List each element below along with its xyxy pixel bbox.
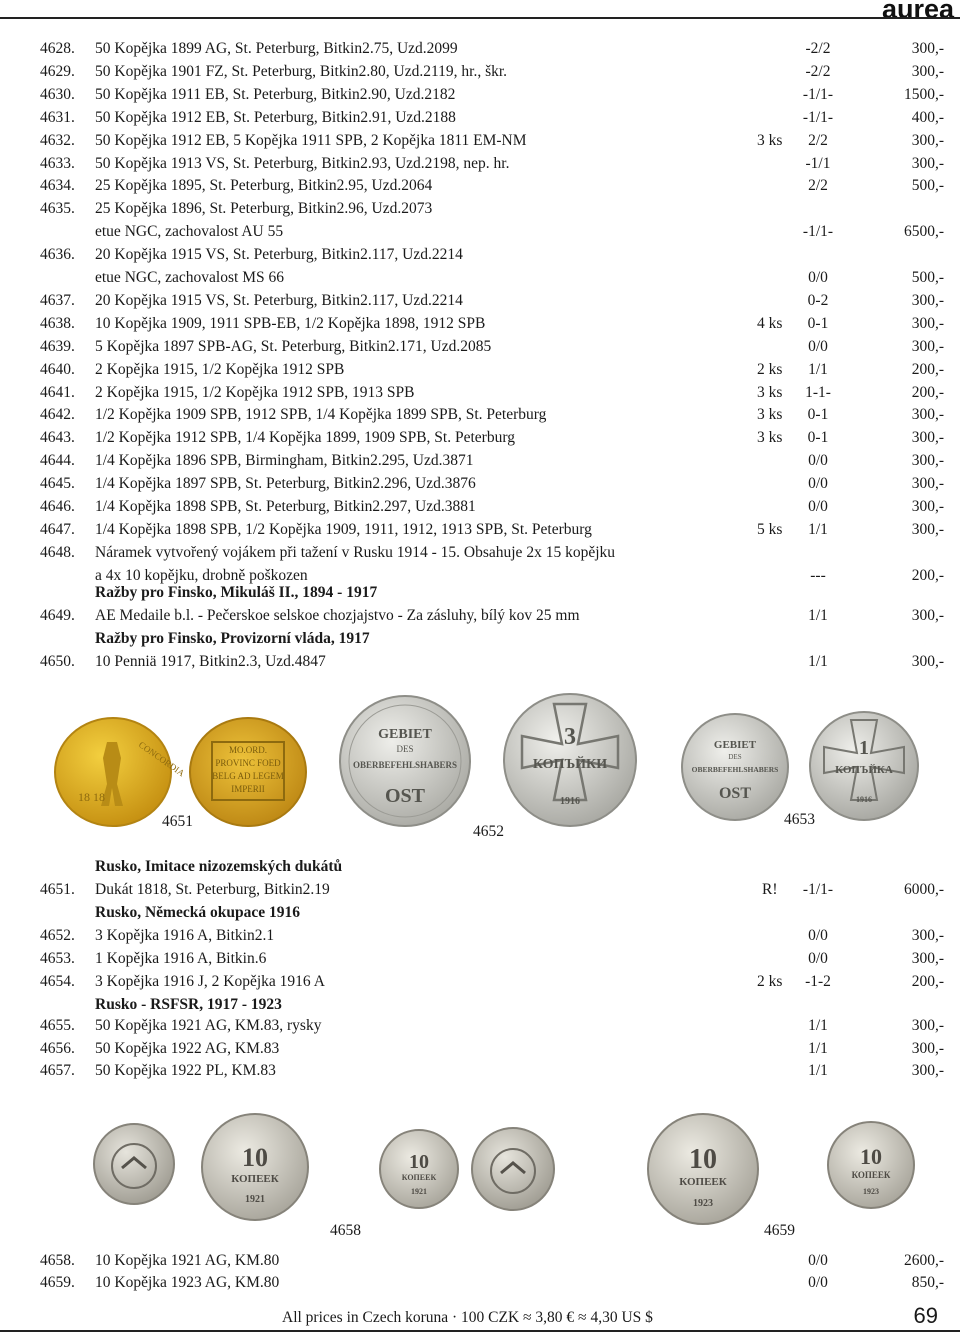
coin-photo-4658b-reverse — [378, 1128, 460, 1210]
lot-price: 300,- — [911, 154, 944, 172]
lot-row — [0, 382, 960, 404]
lot-grade: 0-1 — [807, 406, 829, 424]
coin-legend-kopeika: КОПЪЙКА — [835, 764, 893, 776]
lot-number: 4658. — [40, 1252, 75, 1269]
lot-description: 20 Kopějka 1915 VS, St. Peterburg, Bitkin2.117, Uzd.2214 — [95, 291, 463, 309]
lot-description: 2 Kopějka 1915, 1/2 Kopějka 1912 SPB — [95, 360, 345, 378]
lot-grade: 1/1 — [808, 520, 828, 538]
coin-photo-4653-reverse — [808, 710, 920, 822]
lot-price: 300,- — [911, 520, 944, 538]
coin-denomination: 3 — [564, 724, 576, 750]
coin-year: 1923 — [863, 1187, 879, 1196]
lot-number: 4653. — [40, 950, 75, 967]
lot-grade: 1/1 — [808, 1039, 828, 1057]
lot-description: 1/2 Kopějka 1912 SPB, 1/4 Kopějka 1899, 1909 SPB, St. Peterburg — [95, 429, 515, 447]
lot-quantity: 3 ks — [757, 429, 783, 447]
lot-grade: -2/2 — [805, 40, 831, 57]
coin-denomination: 10 — [409, 1151, 429, 1173]
coin-legend-kopeek: КОПЕЕК — [401, 1173, 437, 1182]
lot-description: etue NGC, zachovalost MS 66 — [95, 269, 284, 286]
lot-price: 300,- — [911, 607, 944, 624]
section-heading-okupace: Rusko, Německá okupace 1916 — [95, 904, 300, 921]
lot-description: 1/4 Kopějka 1896 SPB, Birmingham, Bitkin2.295, Uzd.3871 — [95, 452, 474, 470]
section-heading-rsfsr: Rusko - RSFSR, 1917 - 1923 — [95, 996, 282, 1013]
lot-grade: 1/1 — [808, 1062, 828, 1079]
coin-photo-4659b-reverse — [826, 1120, 916, 1210]
lot-grade: -1/1- — [802, 223, 834, 241]
lot-price: 200,- — [911, 360, 944, 378]
lot-description: 50 Kopějka 1899 AG, St. Peterburg, Bitkin2.75, Uzd.2099 — [95, 40, 458, 57]
photo-label-4652: 4652 — [473, 823, 504, 840]
lot-number: 4659. — [40, 1274, 75, 1291]
lot-row — [0, 450, 960, 472]
lot-number: 4632. — [40, 131, 75, 149]
lot-row — [0, 107, 960, 129]
lot-row — [0, 84, 960, 106]
lot-price: 850,- — [911, 1274, 944, 1291]
header-rule — [0, 17, 960, 19]
lot-grade: 0/0 — [808, 452, 828, 470]
lot-price: 300,- — [911, 429, 944, 447]
coin-photo-4652-obverse — [338, 694, 472, 828]
lot-price: 1500,- — [903, 85, 944, 103]
lot-number: 4637. — [40, 291, 75, 309]
lot-number: 4638. — [40, 314, 75, 332]
lot-description: 3 Kopějka 1916 A, Bitkin2.1 — [95, 927, 275, 944]
lot-grade: 0/0 — [808, 927, 828, 944]
lot-row — [0, 404, 960, 426]
coin-denomination: 10 — [242, 1143, 268, 1172]
coin-legend-kopeiki: КОПЪЙКИ — [532, 757, 608, 772]
lot-description: etue NGC, zachovalost AU 55 — [95, 223, 284, 241]
lot-number: 4657. — [40, 1062, 75, 1079]
lot-grade: 0/0 — [808, 1274, 828, 1291]
coin-legend-gebiet: GEBIET — [378, 727, 432, 742]
coin-legend-oberbefehls: OBERBEFEHLSHABERS — [691, 765, 779, 774]
coin-legend-kopeek: КОПЕЕК — [231, 1173, 279, 1185]
lot-number: 4641. — [40, 383, 75, 401]
lot-row — [0, 427, 960, 449]
coin-photo-4659-obverse — [470, 1126, 556, 1212]
coin-legend-des: DES — [396, 744, 414, 754]
lot-description: 50 Kopějka 1921 AG, KM.83, rysky — [95, 1017, 322, 1034]
lot-row — [0, 1015, 960, 1037]
lot-description: 3 Kopějka 1916 J, 2 Kopějka 1916 A — [95, 973, 325, 990]
lot-description: 10 Kopějka 1909, 1911 SPB-EB, 1/2 Kopějka 1898, 1912 SPB — [95, 314, 486, 332]
lot-number: 4630. — [40, 85, 75, 103]
lot-number: 4633. — [40, 154, 75, 172]
lot-description: 1 Kopějka 1916 A, Bitkin.6 — [95, 950, 267, 967]
lot-description: 25 Kopějka 1896, St. Peterburg, Bitkin2.96, Uzd.2073 — [95, 200, 433, 218]
lot-row — [0, 244, 960, 266]
lot-description: 10 Penniä 1917, Bitkin2.3, Uzd.4847 — [95, 653, 326, 670]
lot-row — [0, 473, 960, 495]
coin-year: 1921 — [411, 1187, 427, 1196]
lot-row — [0, 519, 960, 541]
photo-label-4651: 4651 — [162, 813, 193, 830]
lot-price: 300,- — [911, 131, 944, 149]
lot-grade: 0/0 — [808, 475, 828, 493]
lot-price: 6500,- — [903, 223, 944, 241]
coin-denomination: 1 — [859, 737, 869, 759]
lot-row — [0, 153, 960, 175]
lot-grade: 0/0 — [808, 950, 828, 967]
lot-row — [0, 61, 960, 83]
lot-row — [0, 130, 960, 152]
lot-row-4651 — [0, 879, 960, 901]
lot-price: 300,- — [911, 927, 944, 944]
lot-description: 50 Kopějka 1922 PL, KM.83 — [95, 1062, 276, 1079]
lot-grade: 2/2 — [808, 131, 828, 149]
lot-row — [0, 1250, 960, 1272]
lot-row — [0, 313, 960, 335]
lot-price: 200,- — [911, 383, 944, 401]
lot-description: 50 Kopějka 1922 AG, KM.83 — [95, 1039, 280, 1057]
lot-description: 10 Kopějka 1923 AG, KM.80 — [95, 1274, 280, 1291]
lot-description: AE Medaile b.l. - Pečerskoe selskoe chozjajstvo - Za zásluhy, bílý kov 25 mm — [95, 607, 580, 624]
lot-row-4650 — [0, 651, 960, 673]
lot-price: 300,- — [911, 950, 944, 967]
lot-price: 500,- — [911, 269, 944, 286]
lot-description: Náramek vytvořený vojákem při tažení v Rusku 1914 - 15. Obsahuje 2x 15 kopějku — [95, 543, 615, 561]
lot-number: 4645. — [40, 475, 75, 493]
lot-row — [0, 948, 960, 970]
lot-description: 20 Kopějka 1915 VS, St. Peterburg, Bitkin2.117, Uzd.2214 — [95, 246, 463, 264]
lot-grade: 0-2 — [807, 291, 829, 309]
lot-number: 4628. — [40, 40, 75, 57]
lot-description: 50 Kopějka 1912 EB, 5 Kopějka 1911 SPB, 2 Kopějka 1811 EM-NM — [95, 131, 527, 149]
coin-denomination: 10 — [860, 1144, 882, 1169]
lot-row — [0, 925, 960, 947]
lot-description: 25 Kopějka 1895, St. Peterburg, Bitkin2.95, Uzd.2064 — [95, 177, 433, 195]
lot-grade: --- — [810, 566, 826, 584]
lot-row — [0, 38, 960, 60]
lot-description: Dukát 1818, St. Peterburg, Bitkin2.19 — [95, 881, 330, 898]
lot-row — [0, 221, 960, 243]
lot-description: 1/4 Kopějka 1898 SPB, 1/2 Kopějka 1909, 1911, 1912, 1913 SPB, St. Peterburg — [95, 520, 592, 538]
lot-grade: 1/1 — [808, 653, 828, 670]
lot-price: 300,- — [911, 452, 944, 470]
lot-quantity: 3 ks — [757, 383, 783, 401]
lot-grade: -2/2 — [805, 62, 831, 80]
lot-grade: 0-1 — [807, 314, 829, 332]
coin-photo-4658-reverse — [200, 1112, 310, 1222]
lot-price: 6000,- — [903, 881, 944, 898]
lot-number: 4646. — [40, 498, 75, 515]
lot-price: 300,- — [911, 314, 944, 332]
lot-description: a 4x 10 kopějku, drobně poškozen — [95, 566, 308, 584]
lot-description: 50 Kopějka 1911 EB, St. Peterburg, Bitkin2.90, Uzd.2182 — [95, 85, 456, 103]
lot-grade: 0/0 — [808, 269, 828, 286]
lot-grade: 0/0 — [808, 337, 828, 355]
lot-number: 4654. — [40, 973, 75, 990]
coin-year: 1923 — [693, 1198, 713, 1209]
lot-number: 4651. — [40, 881, 75, 898]
coin-legend-gebiet: GEBIET — [713, 739, 757, 751]
lot-price: 200,- — [911, 566, 944, 584]
lot-number: 4643. — [40, 429, 75, 447]
price-footer-note: All prices in Czech koruna · 100 CZK ≈ 3,80 € ≈ 4,30 US $ — [282, 1309, 653, 1326]
lot-quantity: 2 ks — [757, 360, 783, 378]
coin-legend-ost: OST — [384, 785, 426, 807]
brand-logo: aurea — [881, 0, 954, 24]
photo-label-4653: 4653 — [784, 811, 815, 828]
coin-year: 1916 — [856, 795, 872, 804]
lot-number: 4634. — [40, 177, 75, 195]
lot-number: 4652. — [40, 927, 75, 944]
coin-legend: CONCORDIA — [136, 739, 187, 779]
lot-grade: 1/1 — [808, 607, 828, 624]
lot-row — [0, 267, 960, 289]
lot-quantity: 5 ks — [757, 520, 783, 538]
lot-number: 4642. — [40, 406, 75, 424]
coin-photo-dukat-reverse — [188, 716, 308, 828]
lot-grade: 0/0 — [808, 498, 828, 515]
lot-grade: -1-2 — [805, 973, 831, 990]
lot-row — [0, 542, 960, 564]
lot-price: 400,- — [911, 108, 944, 126]
lot-row — [0, 1060, 960, 1082]
lot-number: 4650. — [40, 653, 75, 670]
lot-row-4649 — [0, 605, 960, 627]
lot-row — [0, 1038, 960, 1060]
lot-row — [0, 1272, 960, 1294]
lot-grade: -1/1- — [802, 108, 834, 126]
lot-quantity: R! — [762, 881, 778, 898]
coin-year: 1921 — [245, 1194, 265, 1205]
lot-number: 4649. — [40, 607, 75, 624]
lot-description: 50 Kopějka 1901 FZ, St. Peterburg, Bitkin2.80, Uzd.2119, hr., škr. — [95, 62, 508, 80]
lot-description: 50 Kopějka 1912 EB, St. Peterburg, Bitkin2.91, Uzd.2188 — [95, 108, 456, 126]
lot-price: 200,- — [911, 973, 944, 990]
coin-legend-kopeek: КОПЕЕК — [679, 1176, 727, 1188]
lot-number: 4644. — [40, 452, 75, 470]
lot-grade: 1-1- — [805, 383, 831, 401]
lot-grade: -1/1- — [802, 881, 834, 898]
section-heading-imitace: Rusko, Imitace nizozemských dukátů — [95, 858, 343, 875]
photo-label-4659: 4659 — [764, 1222, 795, 1239]
lot-number: 4639. — [40, 337, 75, 355]
lot-description: 1/4 Kopějka 1898 SPB, St. Peterburg, Bitkin2.297, Uzd.3881 — [95, 498, 476, 515]
lot-number: 4635. — [40, 200, 75, 218]
lot-grade: 1/1 — [808, 360, 828, 378]
lot-number: 4636. — [40, 246, 75, 264]
lot-grade: 1/1 — [808, 1017, 828, 1034]
lot-price: 300,- — [911, 498, 944, 515]
coin-denomination: 10 — [689, 1144, 717, 1175]
lot-price: 500,- — [911, 177, 944, 195]
lot-description: 10 Kopějka 1921 AG, KM.80 — [95, 1252, 280, 1269]
lot-grade: -1/1 — [805, 154, 831, 172]
lot-row — [0, 290, 960, 312]
lot-price: 300,- — [911, 475, 944, 493]
lot-price: 300,- — [911, 653, 944, 670]
lot-price: 300,- — [911, 291, 944, 309]
lot-row — [0, 359, 960, 381]
lot-row — [0, 496, 960, 518]
lot-quantity: 3 ks — [757, 406, 783, 424]
coin-year: 18 18 — [78, 790, 105, 804]
section-heading-finsko-provisional: Ražby pro Finsko, Provizorní vláda, 1917 — [95, 630, 370, 647]
coin-year: 1916 — [560, 796, 580, 807]
lot-number: 4647. — [40, 520, 75, 538]
lot-price: 300,- — [911, 1017, 944, 1034]
photo-label-4658: 4658 — [330, 1222, 361, 1239]
lot-price: 300,- — [911, 1039, 944, 1057]
lot-row — [0, 971, 960, 993]
lot-number: 4656. — [40, 1039, 75, 1057]
lot-price: 300,- — [911, 406, 944, 424]
lot-price: 300,- — [911, 1062, 944, 1079]
lot-description: 2 Kopějka 1915, 1/2 Kopějka 1912 SPB, 1913 SPB — [95, 383, 415, 401]
coin-photo-4659-reverse — [646, 1112, 760, 1226]
lot-price: 300,- — [911, 337, 944, 355]
lot-grade: 0/0 — [808, 1252, 828, 1269]
lot-number: 4655. — [40, 1017, 75, 1034]
coin-inscription: MO.ORD. PROVINC FOED BELG AD LEGEM IMPERII — [212, 745, 284, 794]
coin-photo-4653-obverse — [680, 712, 790, 822]
section-heading-finsko-nicholas: Ražby pro Finsko, Mikuláš II., 1894 - 1917 — [95, 584, 378, 601]
lot-grade: 0-1 — [807, 429, 829, 447]
lot-number: 4629. — [40, 62, 75, 80]
lot-row — [0, 336, 960, 358]
coin-legend-oberbefehls: OBERBEFEHLSHABERS — [352, 760, 458, 770]
lot-price: 300,- — [911, 40, 944, 57]
coin-legend-ost: OST — [718, 785, 752, 802]
lot-number: 4640. — [40, 360, 75, 378]
lot-quantity: 4 ks — [757, 314, 783, 332]
coin-photo-4658-obverse — [92, 1122, 176, 1206]
lot-grade: 2/2 — [808, 177, 828, 195]
lot-number: 4631. — [40, 108, 75, 126]
lot-price: 300,- — [911, 62, 944, 80]
lot-quantity: 2 ks — [757, 973, 783, 990]
lot-quantity: 3 ks — [757, 131, 783, 149]
coin-legend-des: DES — [728, 753, 742, 761]
lot-price: 2600,- — [903, 1252, 944, 1269]
coin-photo-4652-reverse — [502, 692, 638, 828]
lot-row — [0, 198, 960, 220]
page-number: 69 — [913, 1303, 938, 1328]
lot-row — [0, 175, 960, 197]
lot-number: 4648. — [40, 543, 75, 561]
lot-grade: -1/1- — [802, 85, 834, 103]
lot-description: 1/2 Kopějka 1909 SPB, 1912 SPB, 1/4 Kopějka 1899 SPB, St. Peterburg — [95, 406, 547, 424]
lot-description: 5 Kopějka 1897 SPB-AG, St. Peterburg, Bitkin2.171, Uzd.2085 — [95, 337, 492, 355]
coin-legend-kopeek: КОПЕЕК — [851, 1170, 891, 1180]
lot-description: 1/4 Kopějka 1897 SPB, St. Peterburg, Bitkin2.296, Uzd.3876 — [95, 475, 476, 493]
lot-description: 50 Kopějka 1913 VS, St. Peterburg, Bitkin2.93, Uzd.2198, nep. hr. — [95, 154, 510, 172]
